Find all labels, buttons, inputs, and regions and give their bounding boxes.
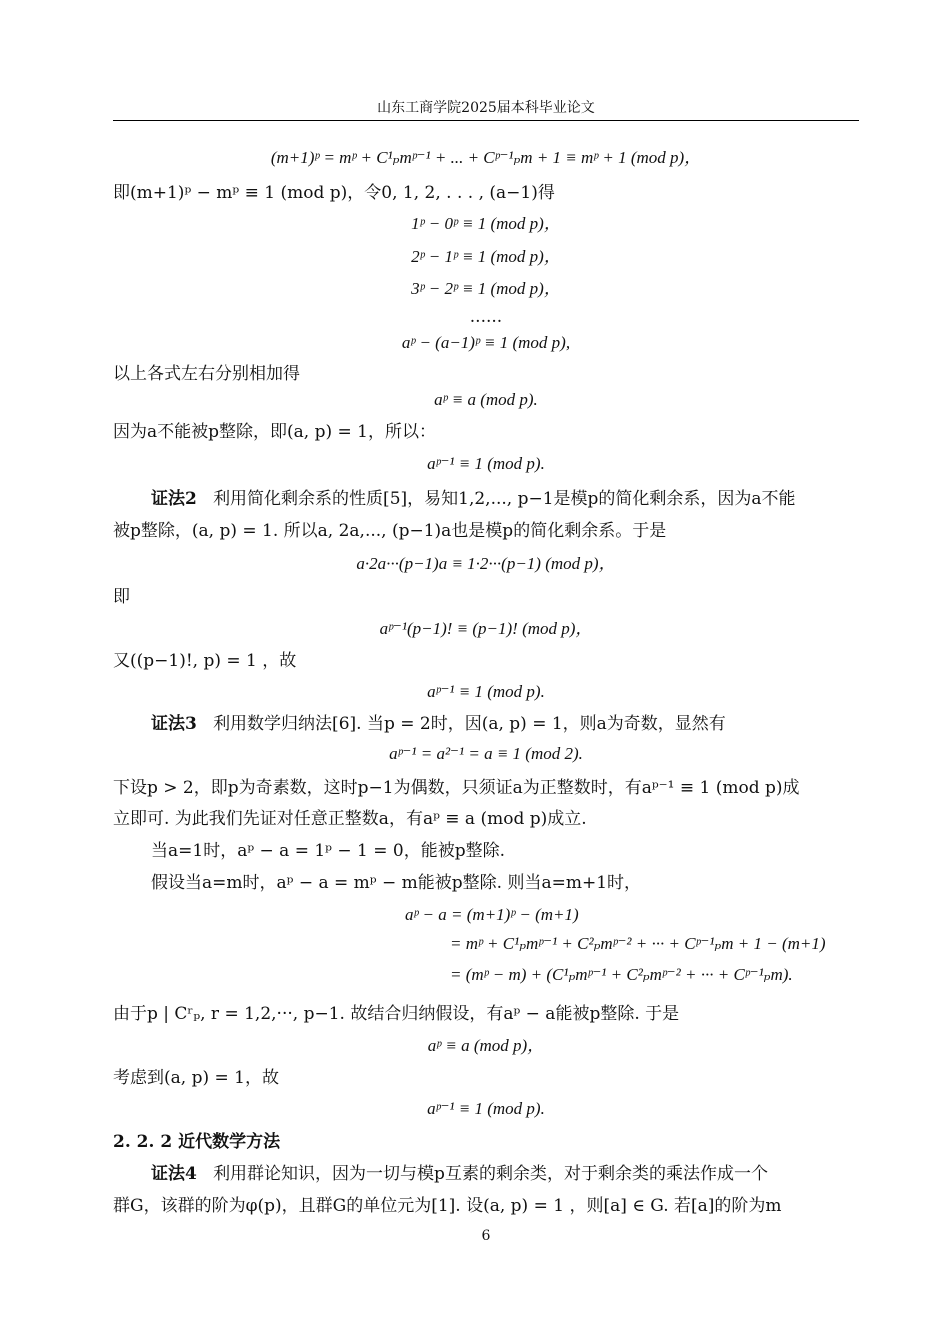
eq-binomial: (m+1)ᵖ = mᵖ + C¹ₚmᵖ⁻¹ + ... + Cᵖ⁻¹ₚm + 1 ≡ mᵖ + 1 (mod p)， xyxy=(270,148,702,167)
eq-line: aᵖ⁻¹(p−1)! ≡ (p−1)! (mod p)， xyxy=(379,619,593,638)
text-line: 假设当a=m时，aᵖ − a = mᵖ − m能被p整除. 则当a=m+1时， xyxy=(151,873,642,893)
proof-4-line: 证法4 利用群论知识，因为一切与模p互素的剩余类，对于剩余类的乘法作成一个 xyxy=(151,1164,768,1184)
text-line: 群G，该群的阶为φ(p)，且群G的单位元为[1]. 设(a, p) = 1 ，则[a] ∈ G. 若[a]的阶为m xyxy=(113,1196,782,1216)
proof-3-line: 证法3 利用数学归纳法[6]. 当p = 2时，因(a, p) = 1，则a为奇数，显然有 xyxy=(151,714,726,734)
eq-line: aᵖ⁻¹ ≡ 1 (mod p). xyxy=(427,682,545,701)
eq-line: 3ᵖ − 2ᵖ ≡ 1 (mod p)， xyxy=(411,279,561,298)
eq-ellipsis: ...... xyxy=(469,307,503,327)
proof-label: 证法2 xyxy=(151,489,197,509)
text-line: 因为a不能被p整除，即(a, p) = 1，所以： xyxy=(113,422,436,442)
text-line: 即(m+1)ᵖ − mᵖ ≡ 1 (mod p)，令0, 1, 2, . . . , (a−1)得 xyxy=(113,183,555,203)
eq-line: aᵖ⁻¹ ≡ 1 (mod p). xyxy=(427,1099,545,1118)
text-line: 即 xyxy=(113,587,130,607)
text-line: 立即可. 为此我们先证对任意正整数a，有aᵖ ≡ a (mod p)成立. xyxy=(113,809,587,829)
eq-line: aᵖ − a = (m+1)ᵖ − (m+1) xyxy=(405,905,579,924)
page-header: 山东工商学院2025届本科毕业论文 xyxy=(113,96,859,121)
eq-line: a·2a···(p−1)a ≡ 1·2···(p−1) (mod p)， xyxy=(356,554,616,573)
eq-line: 1ᵖ − 0ᵖ ≡ 1 (mod p)， xyxy=(411,214,561,233)
eq-line: = (mᵖ − m) + (C¹ₚmᵖ⁻¹ + C²ₚmᵖ⁻² + ··· + Cᵖ⁻¹ₚm). xyxy=(450,965,793,984)
text-line: 由于p | Cʳₚ, r = 1,2,···, p−1. 故结合归纳假设，有aᵖ − a能被p整除. 于是 xyxy=(113,1004,680,1024)
text-line: 被p整除，(a, p) = 1. 所以a, 2a,..., (p−1)a也是模p的简化剩余系。于是 xyxy=(113,521,667,541)
section-heading: 2. 2. 2 近代数学方法 xyxy=(113,1132,281,1152)
eq-line: aᵖ⁻¹ = a²⁻¹ = a ≡ 1 (mod 2). xyxy=(389,744,583,763)
eq-line: aᵖ⁻¹ ≡ 1 (mod p). xyxy=(427,454,545,473)
text-line: 考虑到(a, p) = 1，故 xyxy=(113,1068,279,1088)
eq-line: aᵖ ≡ a (mod p)， xyxy=(427,1036,545,1055)
eq-line: = mᵖ + C¹ₚmᵖ⁻¹ + C²ₚmᵖ⁻² + ··· + Cᵖ⁻¹ₚm + 1 − (m+1) xyxy=(450,934,826,953)
page-number: 6 xyxy=(481,1228,491,1244)
text-line: 以上各式左右分别相加得 xyxy=(113,364,300,384)
proof-label: 证法4 xyxy=(151,1164,197,1184)
eq-line: aᵖ ≡ a (mod p). xyxy=(434,390,538,409)
eq-line: 2ᵖ − 1ᵖ ≡ 1 (mod p)， xyxy=(411,247,561,266)
proof-label: 证法3 xyxy=(151,714,197,734)
eq-line: aᵖ − (a−1)ᵖ ≡ 1 (mod p), xyxy=(401,333,571,352)
text-line: 下设p > 2，即p为奇素数，这时p−1为偶数，只须证a为正整数时，有aᵖ⁻¹ ≡ 1 (mod p)成 xyxy=(113,778,800,798)
text-line: 又((p−1)!, p) = 1 ，故 xyxy=(113,651,297,671)
text-line: 当a=1时，aᵖ − a = 1ᵖ − 1 = 0，能被p整除. xyxy=(151,841,506,861)
proof-2-line: 证法2 利用简化剩余系的性质[5]，易知1,2,..., p−1是模p的简化剩余系，因为a不能 xyxy=(151,489,796,509)
